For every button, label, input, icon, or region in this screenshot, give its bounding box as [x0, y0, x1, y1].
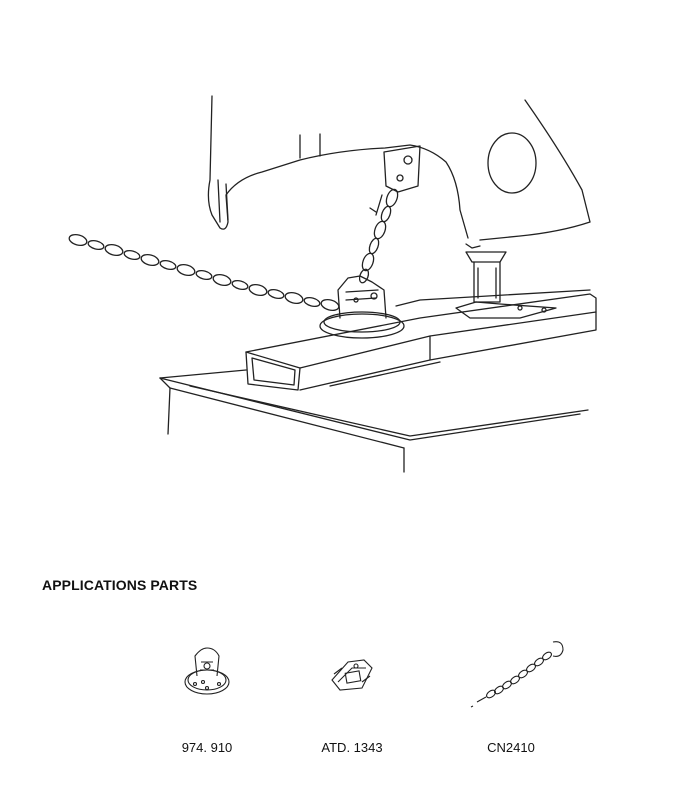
anchor-pot-icon [167, 630, 247, 710]
part-item [282, 630, 422, 755]
vehicle-bracket [384, 146, 420, 192]
horizontal-chain [68, 233, 340, 312]
part-item [441, 630, 581, 755]
clamp-icon [312, 630, 392, 710]
chain-hook-icon [451, 630, 571, 710]
section-title: APPLICATIONS PARTS [42, 577, 198, 593]
rail-beam [246, 290, 596, 390]
vertical-chain [358, 188, 400, 284]
part-code: ATD. 1343 [321, 740, 383, 755]
part-item [137, 630, 277, 755]
part-code: CN2410 [487, 740, 535, 755]
jack-stand [456, 244, 556, 318]
vehicle-body [208, 96, 590, 240]
platform [160, 362, 588, 472]
part-code: 974. 910 [181, 740, 233, 755]
